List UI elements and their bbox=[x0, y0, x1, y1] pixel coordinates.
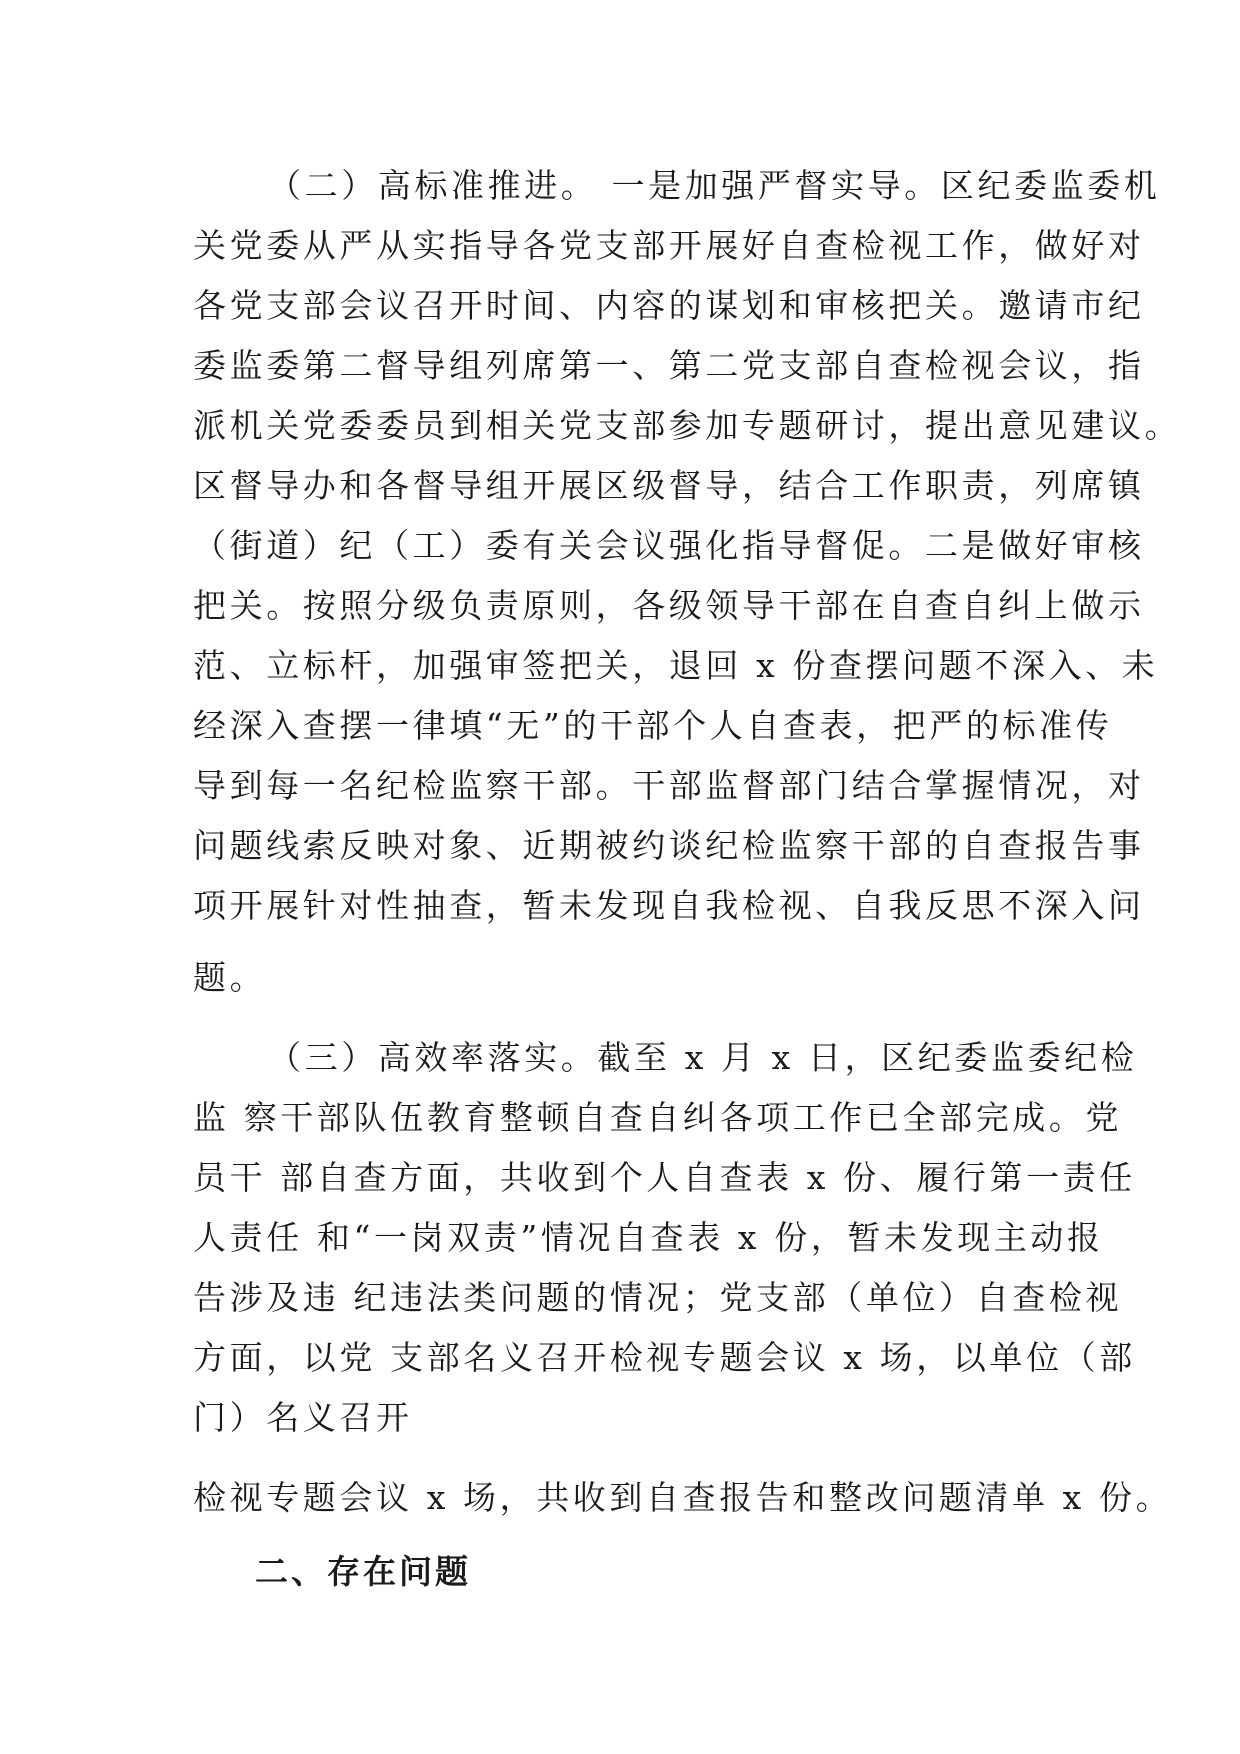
paragraph-line: 区督导办和各督导组开展区级督导，结合工作职责，列席镇 bbox=[193, 466, 1145, 505]
paragraph-line: 项开展针对性抽查，暂未发现自我检视、自我反思不深入问 bbox=[193, 886, 1145, 925]
paragraph-line: 派机关党委委员到相关党支部参加专题研讨，提出意见建议。 bbox=[193, 406, 1182, 445]
paragraph-line: 人责任 和“一岗双责”情况自查表 x 份，暂未发现主动报 bbox=[193, 1218, 1104, 1257]
paragraph-line: 各党支部会议召开时间、内容的谋划和审核把关。邀请市纪 bbox=[193, 286, 1145, 325]
paragraph-line: 范、立标杆，加强审签把关，退回 x 份查摆问题不深入、未 bbox=[193, 646, 1159, 685]
paragraph-line: 门）名义召开 bbox=[193, 1398, 413, 1437]
paragraph-line: （街道）纪（工）委有关会议强化指导督促。二是做好审核 bbox=[193, 526, 1145, 565]
paragraph-line: 员干 部自查方面，共收到个人自查表 x 份、履行第一责任 bbox=[193, 1158, 1136, 1197]
paragraph-line: 经深入查摆一律填“无”的干部个人自查表，把严的标准传 bbox=[193, 706, 1113, 745]
paragraph-line: 导到每一名纪检监察干部。干部监督部门结合掌握情况，对 bbox=[193, 766, 1145, 805]
paragraph-line: 把关。按照分级负责原则，各级领导干部在自查自纠上做示 bbox=[193, 586, 1145, 625]
paragraph-line: （二）高标准推进。 一是加强严督实导。区纪委监委机 bbox=[268, 166, 1161, 205]
paragraph-line: 告涉及违 纪违法类问题的情况；党支部（单位）自查检视 bbox=[193, 1278, 1123, 1317]
paragraph-line: 题。 bbox=[193, 958, 267, 997]
paragraph-line: 监 察干部队伍教育整顿自查自纠各项工作已全部完成。党 bbox=[193, 1098, 1123, 1137]
paragraph-line: 问题线索反映对象、近期被约谈纪检监察干部的自查报告事 bbox=[193, 826, 1145, 865]
paragraph-line: 委监委第二督导组列席第一、第二党支部自查检视会议，指 bbox=[193, 346, 1145, 385]
paragraph-line: 关党委从严从实指导各党支部开展好自查检视工作，做好对 bbox=[193, 226, 1145, 265]
paragraph-line: 方面，以党 支部名义召开检视专题会议 x 场，以单位（部 bbox=[193, 1338, 1136, 1377]
paragraph-line: 检视专题会议 x 场，共收到自查报告和整改问题清单 x 份。 bbox=[193, 1478, 1173, 1517]
section-heading: 二、存在问题 bbox=[255, 1552, 471, 1591]
paragraph-line: （三）高效率落实。截至 x 月 x 日，区纪委监委纪检 bbox=[268, 1038, 1138, 1077]
